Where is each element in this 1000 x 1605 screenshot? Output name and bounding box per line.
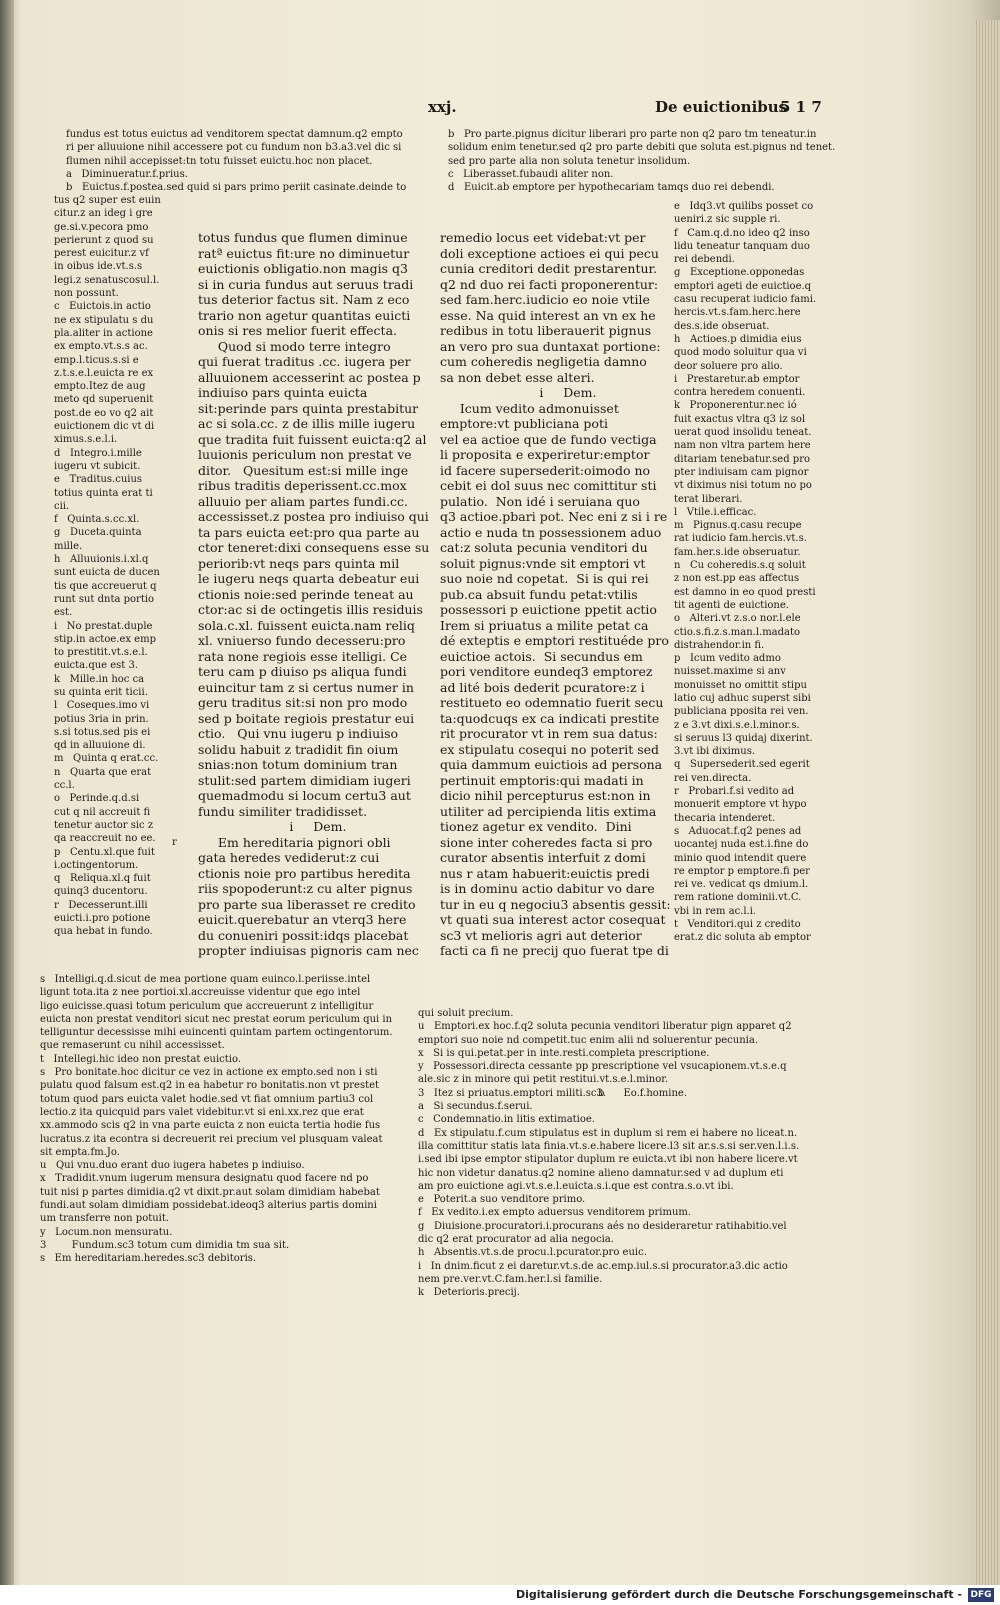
text-line: rem ratione dominii.vt.C. xyxy=(674,892,802,904)
text-line: ctionis noie pro partibus heredita xyxy=(198,865,411,881)
text-line: pori venditore eundeq3 emptorez xyxy=(440,664,653,679)
text-line: teru cam p diuiso ps aliqua fundi xyxy=(198,664,407,679)
text-line: monuerit emptore vt hypo xyxy=(674,799,807,811)
text-line: est damno in eo quod presti xyxy=(674,586,816,598)
text-line: sc3 vt melioris agri aut deterior xyxy=(440,927,642,943)
footer-bar xyxy=(0,1585,1000,1605)
text-line: is in dominu actio dabitur vo dare xyxy=(440,881,655,896)
text-line: terat liberari. xyxy=(674,493,743,505)
text-line: du conueniri possit:idqs placebat xyxy=(198,927,409,943)
text-line: ctionis noie:sed perinde teneat au xyxy=(198,586,414,602)
text-line: deor soluere pro alio. xyxy=(674,360,783,372)
text-line: contra heredem conuenti. xyxy=(674,387,806,399)
text-line: g Exceptione.opponedas xyxy=(674,267,805,279)
text-line: cut q nil accreuit fi xyxy=(54,806,151,818)
text-line: ligo euicisse.quasi totum periculum que accreuerunt z intelligitur xyxy=(40,1000,374,1012)
text-line: xl. vniuerso fundo decesseru:pro xyxy=(198,633,406,648)
funding-credit: Digitalisierung gefördert durch die Deutsche Forschungsgemeinschaft - xyxy=(515,1588,962,1601)
text-line: ne ex stipulatu s du xyxy=(54,314,154,326)
top-gloss-block xyxy=(66,128,436,194)
text-line: vt diximus nisi totum no po xyxy=(674,480,812,492)
text-line: nam non vltra partem here xyxy=(674,440,811,452)
text-line: nuisset.maxime si anv xyxy=(674,666,786,678)
text-line: o Alteri.vt z.s.o nor.l.ele xyxy=(674,613,801,625)
text-line: 3.vt ibi diximus. xyxy=(674,746,756,758)
text-line: um transferre non potuit. xyxy=(40,1213,170,1225)
text-line: cebit ei dol suus nec comittitur sti xyxy=(440,478,657,493)
text-line: legi.z senatuscosul.l. xyxy=(54,274,160,286)
text-line: pulatio. Non idé i seruiana quo xyxy=(440,493,640,509)
text-line: quia dammum euictiois ad persona xyxy=(440,757,663,772)
text-line: z non est.pp eas affectus xyxy=(674,573,800,585)
text-line: i In dnim.ficut z ei daretur.vt.s.de ac.emp.iul.s.si procurator.a3.dic actio xyxy=(418,1260,788,1272)
text-line: mille. xyxy=(54,540,83,552)
text-line: distrahendor.in fi. xyxy=(674,639,765,651)
text-line: an vero pro sua duntaxat portione: xyxy=(440,338,661,354)
text-line: curator absentis interfuit z domi xyxy=(440,850,646,865)
bottom-left-gloss xyxy=(40,973,424,1293)
page-number: 5 1 7 xyxy=(780,98,822,116)
text-line: thecaria intenderet. xyxy=(674,812,776,824)
text-line: suo noie nd copetat. Si is qui rei xyxy=(440,571,649,586)
text-line: quemadmodu si locum certu3 aut xyxy=(198,788,411,803)
text-line: facti ca fi ne precij quo fuerat tpe di xyxy=(440,943,669,958)
text-line: lucratus.z ita econtra si decreuerit rei precium vel plusquam valeat xyxy=(40,1133,383,1145)
text-line: vbi in rem ac.l.i. xyxy=(674,905,757,917)
text-line: ale.sic z in minore qui petit restitui.vt.s.e.l.minor. xyxy=(418,1074,669,1086)
text-line: i Dem. xyxy=(198,819,347,834)
text-line: ximus.s.e.l.i. xyxy=(54,434,118,446)
text-line: d Ex stipulatu.f.cum stipulatus est in duplum si rem ei habere no liceat.n. xyxy=(418,1127,798,1139)
text-line: perest euicitur.z vf xyxy=(54,248,149,260)
text-line: b Euictus.f.postea.sed quid si pars primo periit casinate.deinde to xyxy=(66,182,407,194)
text-line: l Vtile.i.efficac. xyxy=(674,506,757,518)
text-line: u Qui vnu.duo erant duo iugera habetes p indiuiso. xyxy=(40,1160,305,1172)
text-line: euictioe actois. Si secundus em xyxy=(440,648,643,664)
text-line: runt sut dnta portio xyxy=(54,593,155,605)
text-line: c Condemnatio.in litis extimatioe. xyxy=(418,1114,595,1126)
text-line: pub.ca absuit fundu petat:vtilis xyxy=(440,586,638,602)
text-line: sit empta.fm.Jo. xyxy=(40,1146,120,1158)
text-line: q Supersederit.sed egerit xyxy=(674,759,810,771)
text-line: ditariam tenebatur.sed pro xyxy=(674,453,810,465)
text-line: m Quinta q erat.cc. xyxy=(54,753,159,765)
text-line: euicta.que est 3. xyxy=(54,660,139,672)
running-title: De euictionibus xyxy=(655,98,788,116)
text-line: ta:quodcuqs ex ca indicati prestite xyxy=(440,710,660,726)
text-line: qui soluit precium. xyxy=(418,1008,514,1019)
main-text-column-left xyxy=(198,230,434,965)
main-text-column-right xyxy=(440,230,672,995)
page-edges xyxy=(974,20,1000,1590)
text-line: tit agenti de euictione. xyxy=(674,599,789,611)
text-line: qua hebat in fundo. xyxy=(54,926,153,938)
text-line: r Decesserunt.illi xyxy=(54,899,148,911)
text-line: ribus traditis deperissent.cc.mox xyxy=(198,478,407,493)
text-line: tis que accreuerut q xyxy=(54,580,157,592)
text-line: geru traditus sit:si non pro modo xyxy=(198,695,408,710)
text-line: lidu teneatur tanquam duo xyxy=(674,240,810,252)
text-line: tuit nisi p partes dimidia.q2 vt dixit.pr.aut solam dimidiam habebat xyxy=(40,1186,380,1198)
text-line: d Integro.i.mille xyxy=(54,447,142,459)
text-line: si seruus l3 quidaj dixerint. xyxy=(674,732,813,744)
text-line: Icum vedito admonuisset xyxy=(440,400,619,416)
text-line: euicit.querebatur an vterq3 here xyxy=(198,912,407,927)
text-line: ligunt tota.ita z nee portioi.xl.accreuisse videntur que ego intel xyxy=(40,987,361,999)
text-line: erat.z dic soluta ab emptor xyxy=(674,932,811,944)
text-line: totum quod pars euicta valet hodie.sed vt fiat omnium partiu3 col xyxy=(40,1093,374,1105)
text-line: periorib:vt neqs pars quinta mil xyxy=(198,555,400,571)
text-line: m Pignus.q.casu recupe xyxy=(674,520,802,532)
text-line: i Prestaretur.ab emptor xyxy=(674,373,800,385)
text-line: hic non videtur danatus.q2 nomine alieno damnatur.sed v ad duplum eti xyxy=(418,1167,784,1179)
text-line: f Cam.q.d.no ideo q2 inso xyxy=(674,227,810,239)
text-line: fuit exactus vltra q3 iz sol xyxy=(674,413,806,425)
text-line: sunt euicta de ducen xyxy=(54,567,160,579)
text-line: ratª euictus fit:ure no diminuetur xyxy=(198,245,410,261)
text-line: ri per alluuione nihil accessere pot cu fundum non b3.a3.vel dic si xyxy=(66,142,402,154)
text-line: fundi.aut solam dimidiam possidebat.ideoq3 alterius partis domini xyxy=(40,1200,377,1212)
signature-mark: xxj. xyxy=(428,98,457,116)
text-line: vt quati sua interest actor cosequat xyxy=(440,912,666,927)
text-line: ditor. Quesitum est:si mille inge xyxy=(198,462,409,478)
text-line: sa non debet esse alteri. xyxy=(440,369,595,385)
text-line: rata none regiois esse itelligi. Ce xyxy=(198,648,408,664)
text-line: emptori ageti de euictioe.q xyxy=(674,280,812,292)
text-line: q Reliqua.xl.q fuit xyxy=(54,873,151,885)
text-line: xx.ammodo scis q2 in vna parte euicta z non euicta tertia hodie fus xyxy=(40,1120,381,1132)
text-line: 3 Fundum.sc3 totum cum dimidia tm sua sit. xyxy=(40,1239,290,1251)
text-line: Quod si modo terre integro xyxy=(198,338,391,354)
text-line: utiliter ad percipienda litis extima xyxy=(440,803,657,819)
text-line: rat iudicio fam.hercis.vt.s. xyxy=(674,533,807,545)
text-line: le iugeru neqs quarta debeatur eui xyxy=(198,571,420,586)
text-line: rei ve. vedicat qs dmium.l. xyxy=(674,879,809,891)
text-line: sione inter coheredes facta si pro xyxy=(440,834,653,850)
text-line: si in curia fundus aut seruus tradi xyxy=(198,276,414,292)
text-line: latio cuj adhuc superst sibi xyxy=(674,692,811,704)
text-line: ta pars euicta eet:pro qua parte au xyxy=(198,524,420,540)
text-line: minio quod intendit quere xyxy=(674,852,807,864)
text-line: b Pro parte.pignus dicitur liberari pro parte non q2 paro tm teneatur.in xyxy=(448,129,817,140)
text-line: r Probari.f.si vedito ad xyxy=(674,786,795,798)
text-line: possessori p euictione ppetit actio xyxy=(440,602,657,617)
text-line: qd in alluuione di. xyxy=(54,740,146,752)
text-line: luuionis periculum non prestat ve xyxy=(198,447,412,462)
text-line: q3 actioe.pbari pot. Nec eni z si i re xyxy=(440,509,668,524)
text-line: qui fuerat traditus .cc. iugera per xyxy=(198,354,411,369)
text-line: dicio nihil percepturus est:non in xyxy=(440,788,651,803)
text-line: l Coseques.imo vi xyxy=(54,700,150,712)
text-line: a Si secundus.f.serui. xyxy=(418,1101,533,1113)
text-line: li proposita e experiretur:emptor xyxy=(440,447,650,462)
text-line: totus fundus que flumen diminue xyxy=(198,230,408,245)
text-line: telliguntur decessisse mihi euincenti quintam partem octingentorum. xyxy=(40,1027,393,1039)
text-line: iugeru vt subicit. xyxy=(54,460,141,472)
text-line: redibus in totu liberauerit pignus xyxy=(440,323,652,338)
text-line: soluit pignus:vnde sit emptori vt xyxy=(440,555,646,571)
left-margin-gloss xyxy=(54,194,200,974)
text-line: i No prestat.duple xyxy=(54,620,153,632)
text-line: t Venditori.qui z credito xyxy=(674,919,801,931)
text-line: euincitur tam z si certus numer in xyxy=(198,679,414,695)
text-line: tus deterior factus sit. Nam z eco xyxy=(198,292,410,307)
text-line: fundus est totus euictus ad venditorem spectat damnum.q2 empto xyxy=(66,129,403,140)
text-line: ad lité bois dederit pcuratore:z i xyxy=(440,679,645,695)
text-line: euictionem dic vt di xyxy=(54,421,155,433)
text-line: cat:z soluta pecunia venditori du xyxy=(440,540,648,555)
text-line: cunia creditori dedit prestarentur. xyxy=(440,261,658,276)
text-line: rei ven.directa. xyxy=(674,772,752,784)
text-line: in oibus ide.vt.s.s xyxy=(54,261,143,273)
text-line: post.de eo vo q2 ait xyxy=(54,407,154,419)
text-line: z e 3.vt dixi.s.e.l.minor.s. xyxy=(674,719,800,731)
text-line: ctor teneret:dixi consequens esse su xyxy=(198,540,430,555)
text-line: am pro euictione agi.vt.s.e.l.euicta.s.i.que est contra.s.o.vt ibi. xyxy=(418,1180,734,1192)
text-line: vel ea actioe que de fundo vectiga xyxy=(440,431,657,447)
text-line: f Ex vedito.i.ex empto aduersus venditorem primum. xyxy=(418,1207,692,1219)
text-line: illa comittitur statis lata finia.vt.s.e.habere licere.l3 sit ar.s.s.si ser.ven.l.i.s. xyxy=(418,1140,800,1152)
text-line: y Possessori.directa cessante pp prescriptione vel vsucapionem.vt.s.e.q xyxy=(418,1061,787,1073)
bottom-right-gloss xyxy=(418,1007,848,1307)
text-line: stip.in actoe.ex emp xyxy=(54,633,156,645)
text-line: quinq3 ducentoru. xyxy=(54,886,148,898)
dfg-logo: DFG xyxy=(968,1588,994,1602)
text-line: x Si is qui.petat.per in inte.resti.completa prescriptione. xyxy=(418,1047,710,1059)
text-line: dic q2 erat procurator ad alia negocia. xyxy=(418,1234,614,1246)
text-line: h Actioes.p dimidia eius xyxy=(674,333,802,345)
text-line: nus r atam habuerit:euictis predi xyxy=(440,865,650,881)
text-line: sed fam.herc.iudicio eo noie vtile xyxy=(440,292,650,307)
text-line: fam.her.s.ide obseruatur. xyxy=(674,546,801,558)
text-line: est. xyxy=(54,607,73,619)
text-line: restitueto eo odemnatio fuerit secu xyxy=(440,695,664,710)
text-line: e Idq3.vt quilibs posset co xyxy=(674,201,814,212)
text-line: i.sed ibi ipse emptor stipulator duplum re euicta.vt ibi non habere licere.vt xyxy=(418,1154,798,1166)
text-line: d Euicit.ab emptore per hypothecariam tamqs duo rei debendi. xyxy=(448,182,775,194)
text-line: tus q2 super est euin xyxy=(54,195,161,206)
text-line: Em hereditaria pignori obli xyxy=(198,834,391,850)
text-line: que remaserunt cu nihil accessisset. xyxy=(40,1040,225,1052)
text-line: s Intelligi.q.d.sicut de mea portione quam euinco.l.periisse.intel xyxy=(40,974,371,985)
text-line: accessisset.z postea pro indiuiso qui xyxy=(198,509,429,524)
text-line: s Em hereditariam.heredes.sc3 debitoris. xyxy=(40,1253,257,1265)
text-line: Irem si priuatus a milite petat ca xyxy=(440,617,649,633)
text-line: rit procurator vt in rem sua datus: xyxy=(440,726,658,741)
text-line: cum coheredis negligetia damno xyxy=(440,354,647,369)
text-line: ac si sola.cc. z de illis mille iugeru xyxy=(198,416,416,431)
text-line: ctio.s.fi.z.s.man.l.madato xyxy=(674,626,801,638)
gloss-letter-r: r xyxy=(172,837,177,848)
text-line: tenetur auctor sic z xyxy=(54,819,154,831)
text-line: to prestitit.vt.s.e.l. xyxy=(54,647,148,659)
text-line: y Locum.non mensuratu. xyxy=(40,1226,173,1238)
text-line: emptori suo noie nd competit.tuc enim alii nd soluerentur pecunia. xyxy=(418,1034,758,1046)
text-line: rei debendi. xyxy=(674,254,735,266)
text-line: euictionis obligatio.non magis q3 xyxy=(198,261,408,276)
text-line: g Diuisione.procuratori.i.procurans aés no desideraretur ratihabitio.vel xyxy=(418,1220,787,1232)
text-line: solidu habuit z tradidit fin oium xyxy=(198,741,399,757)
text-line: sit:perinde pars quinta prestabitur xyxy=(198,400,419,416)
text-line: c Euictois.in actio xyxy=(54,301,151,313)
text-line: doli exceptione actioes ei qui pecu xyxy=(440,245,659,261)
text-line: esse. Na quid interest an vn ex he xyxy=(440,307,656,323)
text-line: i Dem. xyxy=(440,385,597,400)
text-line: onis si res melior fuerit effecta. xyxy=(198,323,397,338)
text-line: id facere supersederit:oimodo no xyxy=(440,462,651,478)
text-line: x Tradidit.vnum iugerum mensura designatu quod facere nd po xyxy=(40,1173,369,1185)
text-line: re emptor p emptore.fi per xyxy=(674,865,810,877)
text-line: alluuio per aliam partes fundi.cc. xyxy=(198,493,409,509)
gloss-b-eo-homine: b Eo.f.homine. xyxy=(598,1088,687,1099)
text-line: h Absentis.vt.s.de procu.l.pcurator.pro euic. xyxy=(418,1247,647,1259)
text-line: tur in eu q negociu3 absentis gessit: xyxy=(440,896,671,912)
text-line: u Emptori.ex hoc.f.q2 soluta pecunia venditori liberatur pign apparet q2 xyxy=(418,1021,792,1033)
text-line: o Perinde.q.d.si xyxy=(54,793,140,805)
text-line: k Mille.in hoc ca xyxy=(54,673,145,685)
text-line: casu recuperat iudicio fami. xyxy=(674,294,817,306)
text-line: h Alluuionis.i.xl.q xyxy=(54,554,149,566)
text-line: ge.si.v.pecora pmo xyxy=(54,221,149,233)
text-line: g Duceta.quinta xyxy=(54,527,142,539)
text-line: stulit:sed partem dimidiam iugeri xyxy=(198,772,411,788)
text-line: snias:non totum dominium tran xyxy=(198,757,398,772)
text-line: cc.l. xyxy=(54,780,75,792)
text-line: n Cu coheredis.s.q soluit xyxy=(674,560,806,572)
book-binding-edge xyxy=(0,0,14,1605)
text-line: ueniri.z sic supple ri. xyxy=(674,214,781,226)
text-line: euicti.i.pro potione xyxy=(54,913,151,925)
text-line: fundu similiter tradidisset. xyxy=(198,803,368,819)
text-line: monuisset no omittit stipu xyxy=(674,679,807,691)
text-line: k Proponerentur.nec ió xyxy=(674,400,797,412)
text-line: ctor:ac si de octingetis illis residuis xyxy=(198,602,423,617)
text-line: nem pre.ver.vt.C.fam.her.l.si familie. xyxy=(418,1273,603,1285)
text-line: sed p boitate regiois prestatur eui xyxy=(198,710,415,726)
text-line: solidum enim tenetur.sed q2 pro parte debiti que soluta est.pignus nd tenet. xyxy=(448,142,836,154)
text-line: emptore:vt publiciana poti xyxy=(440,416,608,431)
text-line: uerat quod insolidu teneat. xyxy=(674,427,812,439)
text-line: s Pro bonitate.hoc dicitur ce vez in actione ex empto.sed non i sti xyxy=(40,1067,378,1079)
text-line: q2 nd duo rei facti proponerentur: xyxy=(440,276,659,292)
text-line: ex empto.vt.s.s ac. xyxy=(54,341,148,353)
text-line: trario non agetur quantitas euicti xyxy=(198,307,411,323)
text-line: pro parte sua liberasset re credito xyxy=(198,896,416,912)
text-line: remedio locus eet videbat:vt per xyxy=(440,230,646,245)
text-line: s.si totus.sed pis ei xyxy=(54,726,151,738)
text-line: z.t.s.e.l.euicta re ex xyxy=(54,367,154,379)
text-line: pertinuit emptoris:qui madati in xyxy=(440,772,644,788)
text-line: hercis.vt.s.fam.herc.here xyxy=(674,307,801,319)
text-line: cii. xyxy=(54,500,70,512)
text-line: pulatu quod falsum est.q2 in ea habetur ro bonitatis.non vt prestet xyxy=(40,1080,380,1092)
text-line: sed pro parte alia non soluta tenetur insolidum. xyxy=(448,155,691,167)
text-line: e Poterit.a suo venditore primo. xyxy=(418,1194,586,1206)
text-line: meto qd superuenit xyxy=(54,394,154,406)
text-line: n Quarta que erat xyxy=(54,766,152,778)
text-line: potius 3ria in prin. xyxy=(54,713,149,725)
text-line: indiuiso pars quinta euicta xyxy=(198,385,368,400)
right-margin-gloss xyxy=(674,200,849,975)
text-line: ex stipulatu cosequi no poterit sed xyxy=(440,741,660,757)
text-line: c Liberasset.fubaudi aliter non. xyxy=(448,168,614,180)
text-line: pter indiuisam cam pignor xyxy=(674,466,809,478)
text-line: dé exteptis e emptori restituéde pro xyxy=(440,633,669,648)
text-line: 3 Itez si priuatus.emptori militi.sc3. xyxy=(418,1087,607,1099)
text-line: des.s.ide obseruat. xyxy=(674,320,770,332)
text-line: citur.z an ideg i gre xyxy=(54,208,153,220)
text-line: uocantej nuda est.i.fine do xyxy=(674,839,809,851)
text-line: emp.l.ticus.s.si e xyxy=(54,354,139,366)
text-line: empto.Itez de aug xyxy=(54,381,146,393)
text-line: non possunt. xyxy=(54,288,119,300)
text-line: f Quinta.s.cc.xl. xyxy=(54,514,140,526)
text-line: a Diminueratur.f.prius. xyxy=(66,168,188,180)
text-line: flumen nihil accepisset:tn totu fuisset euictu.hoc non placet. xyxy=(66,155,373,167)
text-line: k Deterioris.precij. xyxy=(418,1287,520,1299)
text-line: totius quinta erat ti xyxy=(54,487,153,499)
text-line: pla.aliter in actione xyxy=(54,327,153,339)
text-line: quod modo soluitur qua vi xyxy=(674,347,807,359)
text-line: sola.c.xl. fuissent euicta.nam reliq xyxy=(198,617,415,633)
text-line: riis spopoderunt:z cu alter pignus xyxy=(198,881,413,896)
text-line: su quinta erit ticii. xyxy=(54,686,148,698)
text-line: publiciana pposita rei ven. xyxy=(674,706,809,718)
text-line: qa reaccreuit no ee. xyxy=(54,833,156,845)
text-line: tionez agetur ex vendito. Dini xyxy=(440,819,632,834)
text-line: s Aduocat.f.q2 penes ad xyxy=(674,825,802,837)
top-right-gloss-block xyxy=(448,128,843,194)
text-line: euicta non prestat venditori sicut nec prestat eorum periculum qui in xyxy=(40,1013,393,1025)
text-line: que tradita fuit fuissent euicta:q2 al xyxy=(198,431,427,447)
text-line: alluuionem accesserint ac postea p xyxy=(198,369,421,385)
text-line: gata heredes vediderut:z cui xyxy=(198,850,380,865)
text-line: actio e nuda tn possessionem aduo xyxy=(440,524,662,540)
text-line: perierunt z quod su xyxy=(54,234,154,246)
text-line: p Centu.xl.que fuit xyxy=(54,846,155,858)
text-line: ctio. Qui vnu iugeru p indiuiso xyxy=(198,726,399,741)
text-line: propter indiuisas pignoris cam nec xyxy=(198,943,419,958)
text-line: e Traditus.cuius xyxy=(54,474,143,486)
text-line: p Icum vedito admo xyxy=(674,653,781,665)
text-line: lectio.z ita quicquid pars valet videbitur.vt si eni.xx.rez que erat xyxy=(40,1106,364,1118)
text-line: i.octingentorum. xyxy=(54,859,139,871)
text-line: t Intellegi.hic ideo non prestat euictio. xyxy=(40,1053,241,1065)
